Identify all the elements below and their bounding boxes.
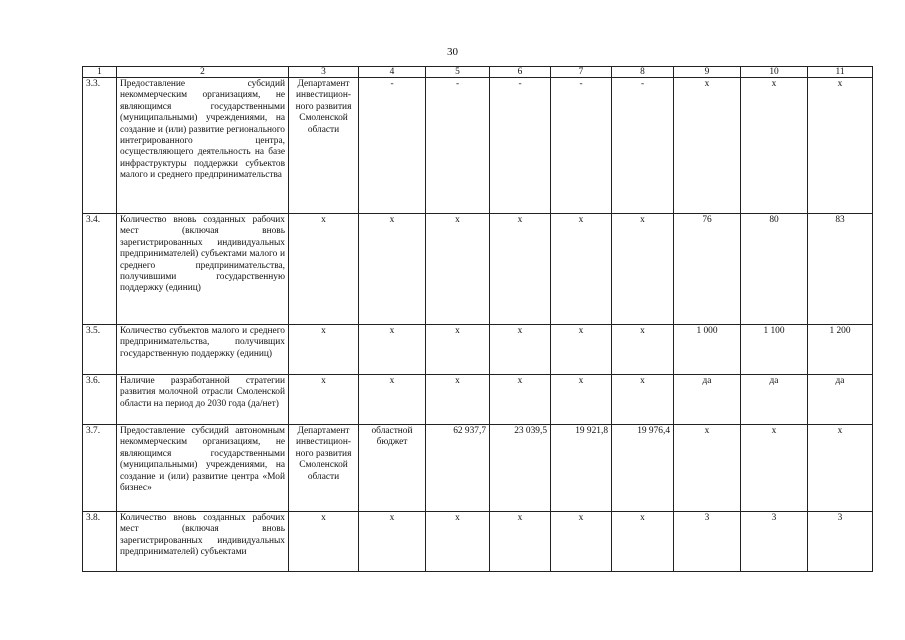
- cell-value: 83: [808, 214, 873, 325]
- row-description: Количество вновь созданных рабочих мест (включая вновь зарегистрированных индивидуальных предпринимателей) субъектами: [117, 512, 289, 572]
- cell-source: х: [359, 214, 426, 325]
- cell-value: х: [426, 512, 490, 572]
- cell-value: 3: [674, 512, 741, 572]
- cell-value: 3: [808, 512, 873, 572]
- cell-source: областной бюджет: [359, 425, 426, 512]
- row-number: 3.4.: [83, 214, 117, 325]
- row-number: 3.7.: [83, 425, 117, 512]
- cell-value: 19 921,8: [551, 425, 612, 512]
- row-description: Предоставление субсидий автономным некоммерческим организациям, не являющимся государственными (муниципальными) учреждениями, на создание и (или) развитие центра «Мой бизнес»: [117, 425, 289, 512]
- cell-value: 76: [674, 214, 741, 325]
- cell-value: х: [551, 325, 612, 375]
- program-table: [82, 66, 873, 572]
- cell-value: 23 039,5: [490, 425, 551, 512]
- row-number: 3.3.: [83, 78, 117, 214]
- header-row: [83, 67, 873, 78]
- header-cell: 2: [117, 67, 289, 78]
- cell-value: х: [490, 375, 551, 425]
- table-row: [83, 214, 873, 325]
- table-row: [83, 512, 873, 572]
- cell-value: х: [490, 512, 551, 572]
- row-number: 3.6.: [83, 375, 117, 425]
- header-cell: 8: [612, 67, 674, 78]
- cell-value: 1 000: [674, 325, 741, 375]
- cell-value: 1 100: [741, 325, 808, 375]
- header-cell: 10: [741, 67, 808, 78]
- cell-value: 19 976,4: [612, 425, 674, 512]
- cell-source: х: [359, 325, 426, 375]
- row-description: Наличие разработанной стратегии развития молочной отрасли Смоленской области на период до 2030 года (да/нет): [117, 375, 289, 425]
- cell-value: х: [612, 375, 674, 425]
- header-cell: 3: [289, 67, 359, 78]
- cell-executor: х: [289, 214, 359, 325]
- cell-value: х: [808, 425, 873, 512]
- cell-source: х: [359, 375, 426, 425]
- row-description: Предоставление субсидий некоммерческим организациям, не являющимся государственными (муниципальными) учреждениями, на создание и (или) развитие регионального интегрированного центра, осуществляющего деятельность на базе инфраструктуры поддержки субъектов малого и среднего предпринимательства: [117, 78, 289, 214]
- cell-value: х: [426, 325, 490, 375]
- cell-value: 1 200: [808, 325, 873, 375]
- cell-value: -: [490, 78, 551, 214]
- header-cell: 9: [674, 67, 741, 78]
- header-cell: 7: [551, 67, 612, 78]
- cell-value: х: [612, 512, 674, 572]
- cell-value: х: [426, 214, 490, 325]
- cell-value: х: [426, 375, 490, 425]
- header-cell: 1: [83, 67, 117, 78]
- table-row: [83, 325, 873, 375]
- cell-value: х: [551, 512, 612, 572]
- cell-value: х: [612, 325, 674, 375]
- header-cell: 6: [490, 67, 551, 78]
- cell-value: 3: [741, 512, 808, 572]
- cell-executor: Департамент инвестицион-ного развития Смоленской области: [289, 425, 359, 512]
- cell-value: х: [741, 425, 808, 512]
- cell-value: 62 937,7: [426, 425, 490, 512]
- cell-value: -: [612, 78, 674, 214]
- cell-value: х: [551, 375, 612, 425]
- cell-source: х: [359, 512, 426, 572]
- cell-value: -: [551, 78, 612, 214]
- cell-executor: х: [289, 512, 359, 572]
- cell-value: х: [808, 78, 873, 214]
- page-number: 30: [447, 46, 458, 58]
- cell-value: да: [741, 375, 808, 425]
- row-description: Количество вновь созданных рабочих мест (включая вновь зарегистрированных индивидуальных предпринимателей) субъектами малого и среднего предпринимательства, получившими государственную поддержку (единиц): [117, 214, 289, 325]
- cell-value: х: [490, 214, 551, 325]
- row-description: Количество субъектов малого и среднего предпринимательства, получивщих государственную поддержку (единиц): [117, 325, 289, 375]
- cell-value: х: [490, 325, 551, 375]
- cell-value: х: [674, 425, 741, 512]
- cell-executor: х: [289, 375, 359, 425]
- cell-value: -: [426, 78, 490, 214]
- header-cell: 4: [359, 67, 426, 78]
- cell-executor: х: [289, 325, 359, 375]
- cell-source: -: [359, 78, 426, 214]
- cell-value: 80: [741, 214, 808, 325]
- header-cell: 11: [808, 67, 873, 78]
- row-number: 3.8.: [83, 512, 117, 572]
- cell-value: х: [612, 214, 674, 325]
- table-row: [83, 425, 873, 512]
- header-cell: 5: [426, 67, 490, 78]
- cell-value: х: [674, 78, 741, 214]
- cell-executor: Департамент инвестицион-ного развития Смоленской области: [289, 78, 359, 214]
- cell-value: х: [551, 214, 612, 325]
- row-number: 3.5.: [83, 325, 117, 375]
- cell-value: х: [741, 78, 808, 214]
- cell-value: да: [674, 375, 741, 425]
- table-row: [83, 78, 873, 214]
- cell-value: да: [808, 375, 873, 425]
- table-row: [83, 375, 873, 425]
